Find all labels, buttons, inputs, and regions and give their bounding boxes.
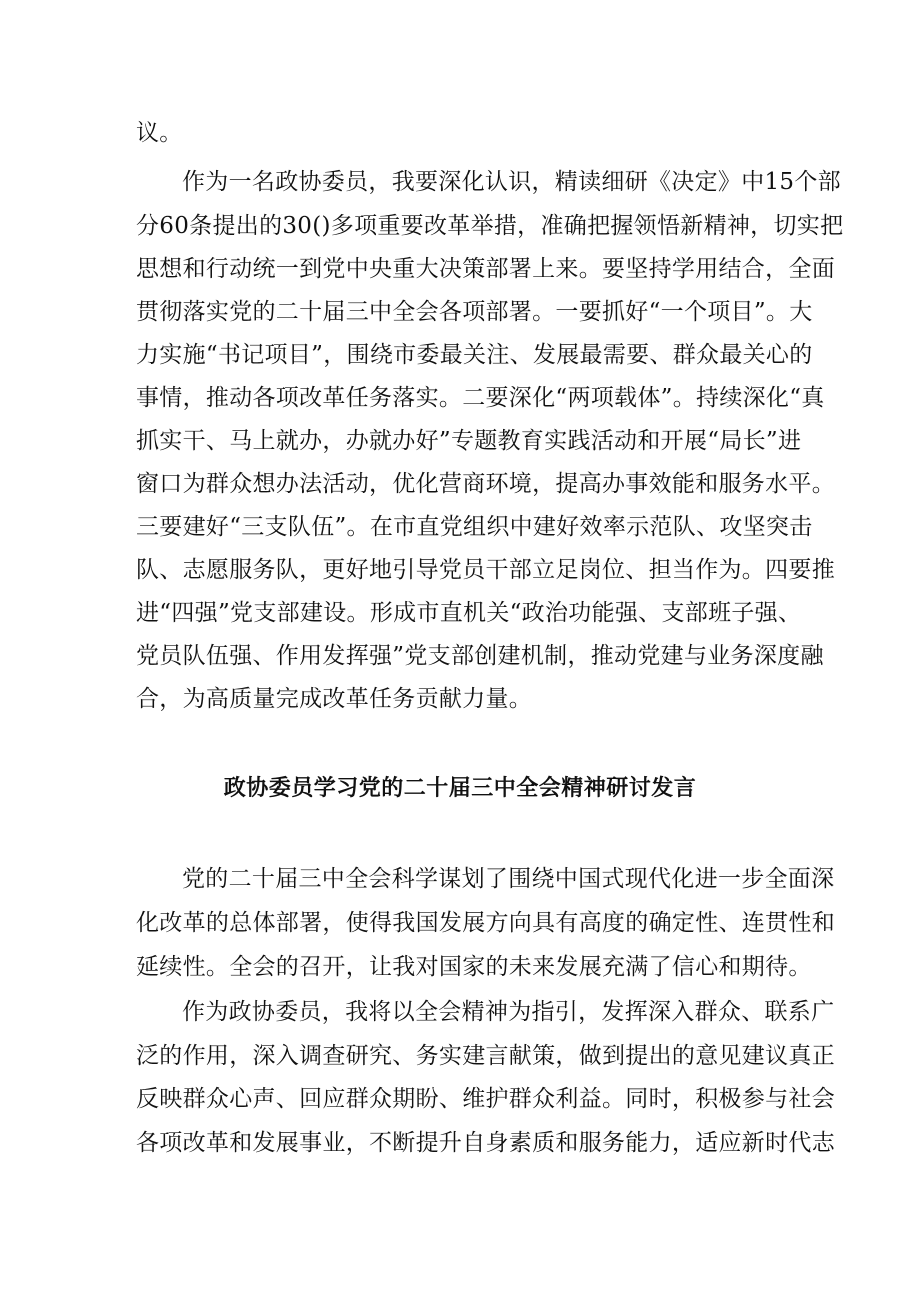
paragraph-line: 进“四强”党支部建设。形成市直机关“政治功能强、支部班子强、 [136, 600, 802, 626]
paragraph-line: 事情，推动各项改革任务落实。二要深化“两项载体”。持续深化“真 [136, 385, 825, 411]
paragraph-line: 各项改革和发展事业，不断提升自身素质和服务能力，适应新时代志 [136, 1130, 835, 1156]
paragraph-line: 合，为高质量完成改革任务贡献力量。 [136, 686, 533, 712]
paragraph-line: 泛的作用，深入调查研究、务实建言献策，做到提出的意见建议真正 [136, 1043, 835, 1069]
continuation-line: 议。 [136, 120, 183, 146]
paragraph-line: 窗口为群众想办法活动，优化营商环境，提高办事效能和服务水平。 [136, 471, 835, 497]
paragraph-line: 三要建好“三支队伍”。在市直党组织中建好效率示范队、攻坚突击 [136, 514, 813, 540]
paragraph-line: 作为一名政协委员，我要深化认识，精读细研《决定》中15个部 [182, 169, 841, 195]
paragraph-line: 党员队伍强、作用发挥强”党支部创建机制，推动党建与业务深度融 [136, 643, 824, 669]
paragraph-line: 分60条提出的30()多项重要改革举措，准确把握领悟新精神，切实把 [136, 213, 844, 239]
paragraph-line: 化改革的总体部署，使得我国发展方向具有高度的确定性、连贯性和 [136, 910, 835, 936]
paragraph-line: 抓实干、马上就办，办就办好”专题教育实践活动和开展“局长”进 [136, 428, 802, 454]
paragraph-line: 贯彻落实党的二十届三中全会各项部署。一要抓好“一个项目”。大 [136, 299, 813, 325]
paragraph-line: 作为政协委员，我将以全会精神为指引，发挥深入群众、联系广 [182, 999, 835, 1025]
paragraph-line: 力实施“书记项目”，围绕市委最关注、发展最需要、群众最关心的 [136, 342, 813, 368]
paragraph-line: 反映群众心声、回应群众期盼、维护群众利益。同时，积极参与社会 [136, 1086, 835, 1112]
section-heading: 政协委员学习党的二十届三中全会精神研讨发言 [223, 776, 697, 801]
paragraph-line: 延续性。全会的召开，让我对国家的未来发展充满了信心和期待。 [136, 954, 812, 980]
paragraph-line: 队、志愿服务队，更好地引导党员干部立足岗位、担当作为。四要推 [136, 557, 835, 583]
paragraph-line: 党的二十届三中全会科学谋划了围绕中国式现代化进一步全面深 [182, 866, 835, 892]
paragraph-line: 思想和行动统一到党中央重大决策部署上来。要坚持学用结合，全面 [136, 256, 835, 282]
